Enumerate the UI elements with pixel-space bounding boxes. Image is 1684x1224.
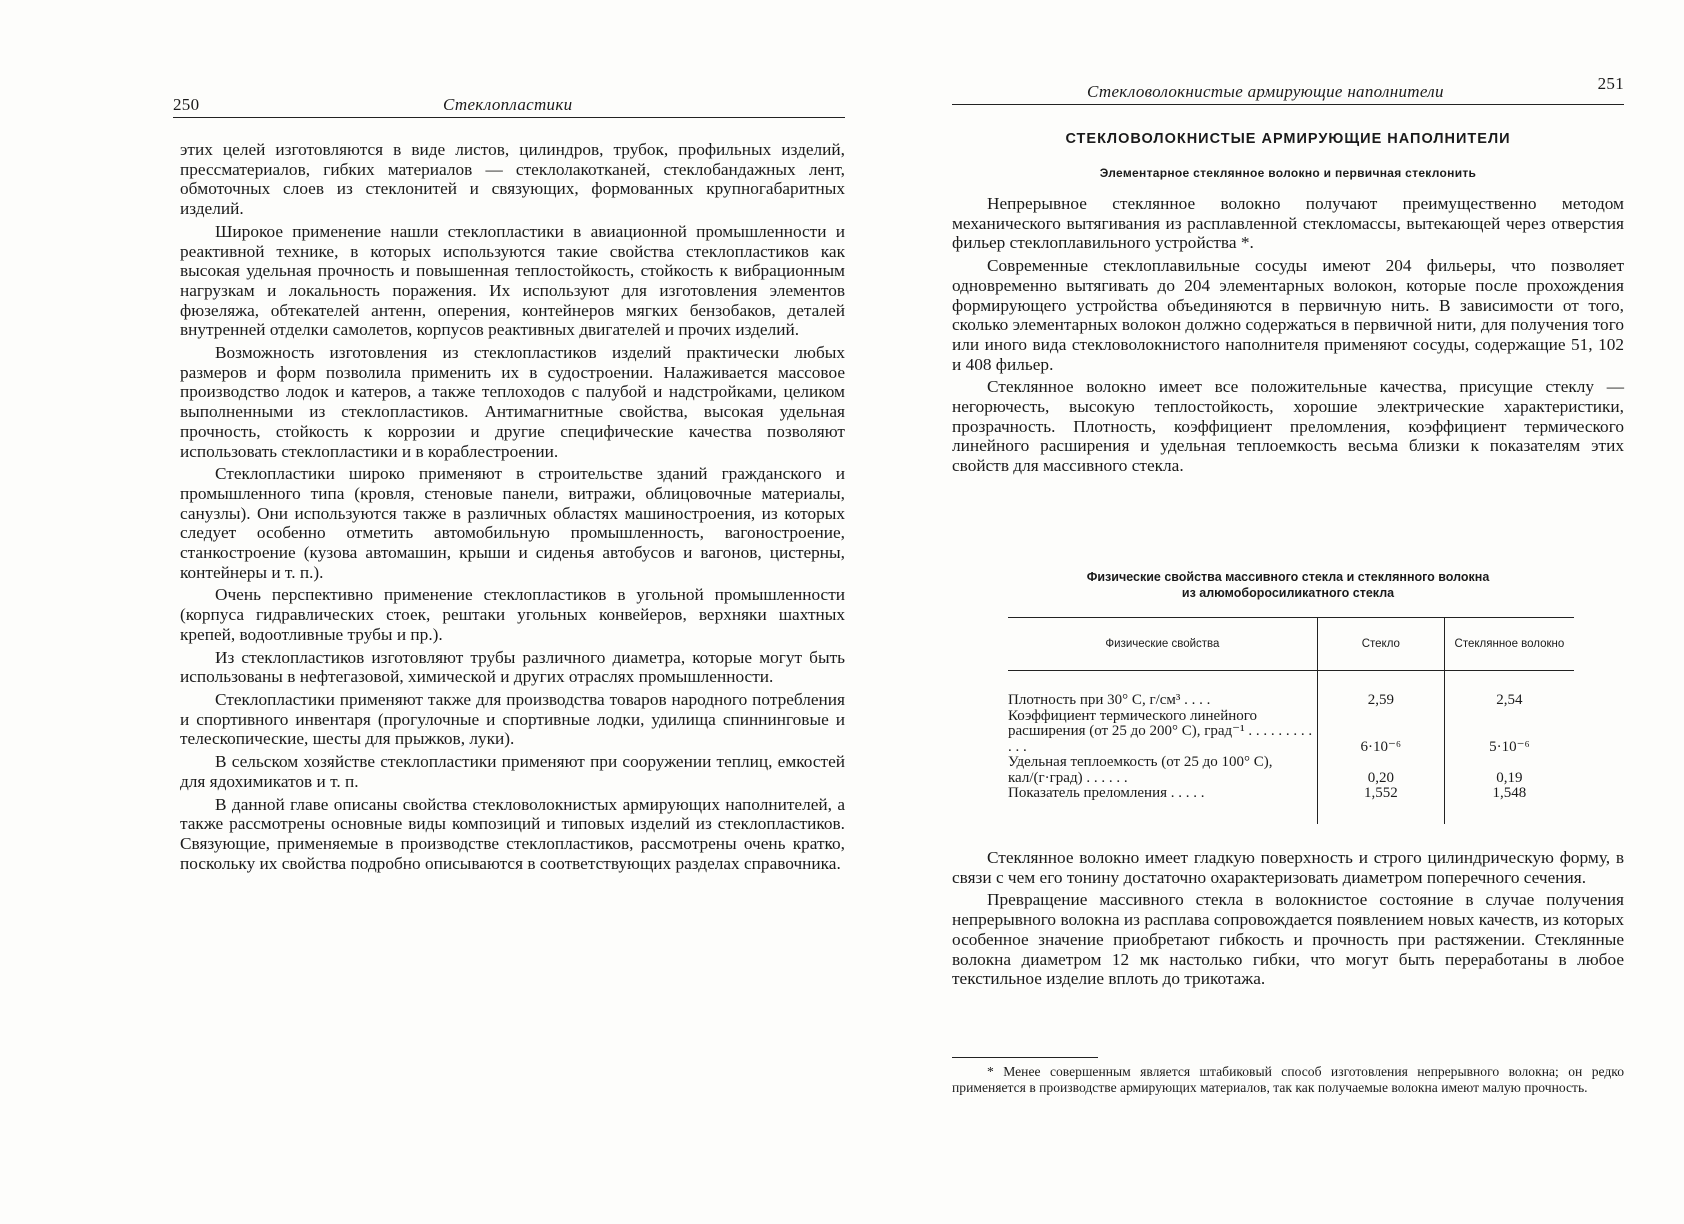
table-caption (952, 569, 1624, 601)
table-cell-property: Плотность при 30° С, г/см³ . . . . (1008, 692, 1211, 708)
paragraph: Стеклянное волокно имеет все положительные качества, присущие стеклу — негорючесть, высокую теплостойкость, хорошие электрические характеристики, прозрачность. Плотность, коэффициент преломления, коэффициент термического линейного расширения и удельная теплоемкость весьма близки к показателям этих свойств для массивного стекла. (952, 377, 1624, 476)
table-cell-glass: 6·10⁻⁶ (1317, 709, 1444, 756)
paragraph: В данной главе описаны свойства стекловолокнистых армирующих наполнителей, а также рассмотрены основные виды композиций и типовых изделий из стеклопластиков. Связующие, применяемые в производстве стеклопластиков, рассмотрены очень кратко, поскольку их свойства подробно описываются в соответствующих разделах справочника. (180, 794, 845, 873)
column-header-fiber: Стеклянное волокно (1444, 618, 1574, 671)
paragraph: этих целей изготовляются в виде листов, цилиндров, трубок, профильных изделий, прессматериалов, гибких материалов — стеклолакотканей, стеклобандажных лент, обмоточных слоев из стеклонитей и связующих, формованных крупногабаритных изделий. (180, 140, 845, 219)
table-cell-property: Удельная теплоемкость (от 25 до 100° С), кал/(г·град) . . . . . . (1008, 754, 1273, 786)
paragraph: Стеклопластики широко применяют в строительстве зданий гражданского и промышленного типа (кровля, стеновые панели, витражи, облицовочные материалы, санузлы). Они используются также в различных областях машиностроения, из которых следует особенно отметить автомобильную промышленность, вагоностроение, станкостроение (кузова автомашин, крыши и сиденья автобусов и вагонов, цистерны, контейнеры и т. п.). (180, 464, 845, 582)
paragraph: Очень перспективно применение стеклопластиков в угольной промышленности (корпуса гидравлических стоек, рештаки угольных конвейеров, верхняки шахтных крепей, водоотливные трубы и пр.). (180, 585, 845, 644)
running-title-left: Стеклопластики (443, 95, 573, 114)
paragraph: Стеклопластики применяют также для производства товаров народного потребления и спортивного инвентаря (прогулочные и спортивные лодки, удилища спиннинговые и телескопические, шесты для прыжков, луки). (180, 689, 845, 749)
table-caption-line-2: из алюмоборосиликатного стекла (1181, 586, 1395, 600)
section-title: СТЕКЛОВОЛОКНИСТЫЕ АРМИРУЮЩИЕ НАПОЛНИТЕЛИ (1065, 131, 1511, 147)
footnote: * Менее совершенным является штабиковый способ изготовления непрерывного волокна; он редко применяется в производстве армирующих материалов, так как получаемые волокна имеют малую прочность. (952, 1064, 1624, 1096)
running-head-left (173, 95, 845, 118)
page-number-left: 250 (173, 95, 200, 114)
properties-table (1008, 617, 1574, 824)
right-page (842, 0, 1684, 1224)
table-header-row (1008, 618, 1574, 671)
table-cell-glass: 0,20 (1317, 755, 1444, 786)
column-header-property: Физические свойства (1008, 618, 1317, 671)
running-head-right (952, 74, 1624, 105)
left-text-column (180, 140, 845, 876)
table-cell-fiber: 1,548 (1444, 786, 1574, 824)
table-cell-property: Показатель преломления . . . . . (1008, 785, 1205, 801)
subsection-title: Элементарное стеклянное волокно и первичная стеклонить (1099, 166, 1477, 180)
page-number-right: 251 (1597, 74, 1624, 93)
paragraph: Широкое применение нашли стеклопластики в авиационной промышленности и реактивной технике, в которых используются такие свойства стеклопластиков как высокая удельная прочность и повышенная теплостойкость, стойкость к вибрационным нагрузкам и локальность поражения. Их используют для изготовления элементов фюзеляжа, обтекателей антенн, оперения, контейнеров мягких бензобаков, деталей внутренней отделки самолетов, корпусов реактивных двигателей и прочих изделий. (180, 221, 845, 340)
table-cell-fiber: 5·10⁻⁶ (1444, 709, 1574, 756)
footnote-divider (952, 1057, 1098, 1058)
paragraph: Превращение массивного стекла в волокнистое состояние в случае получения непрерывного волокна из расплава сопровождается появлением новых качеств, из которых особенное значение приобретают гибкость и прочность при растяжении. Стеклянные волокна диаметром 12 мк настолько гибки, что могут быть переработаны в любое текстильное изделие вплоть до трикотажа. (952, 890, 1624, 989)
table-cell-glass: 2,59 (1317, 671, 1444, 709)
table-caption-line-1: Физические свойства массивного стекла и стеклянного волокна (1086, 570, 1490, 584)
paragraph: Стеклянное волокно имеет гладкую поверхность и строго цилиндрическую форму, в связи с чем его тонину достаточно охарактеризовать диаметром поперечного сечения. (952, 848, 1624, 887)
table-row (1008, 671, 1574, 709)
table-row (1008, 786, 1574, 824)
right-text-column-top (952, 194, 1624, 479)
table-row (1008, 709, 1574, 756)
paragraph: Непрерывное стеклянное волокно получают преимущественно методом механического вытягивания из расплавленной стекломассы, вытекающей через отверстия фильер стеклоплавильного устройства *. (952, 194, 1624, 253)
table-cell-glass: 1,552 (1317, 786, 1444, 824)
running-title-right: Стекловолокнистые армирующие наполнители (1087, 82, 1444, 101)
right-text-column-bottom (952, 848, 1624, 992)
table-cell-fiber: 0,19 (1444, 755, 1574, 786)
table-cell-fiber: 2,54 (1444, 671, 1574, 709)
paragraph: Возможность изготовления из стеклопластиков изделий практически любых размеров и форм позволила применить их в судостроении. Налаживается массовое производство лодок и катеров, а также теплоходов с палубой и надстройками, целиком выполненными из стеклопластиков. Антимагнитные свойства, высокая удельная прочность, стойкость к коррозии и другие специфические качества позволяют использовать стеклопластики и в кораблестроении. (180, 343, 845, 461)
paragraph: Из стеклопластиков изготовляют трубы различного диаметра, которые могут быть использованы в нефтегазовой, химической и других отраслях промышленности. (180, 647, 845, 687)
paragraph: В сельском хозяйстве стеклопластики применяют при сооружении теплиц, емкостей для ядохимикатов и т. п. (180, 752, 845, 791)
table-cell-property: Коэффициент термического линейного расширения (от 25 до 200° С), град⁻¹ . . . . . . . . . . . . (1008, 707, 1313, 755)
paragraph: Современные стеклоплавильные сосуды имеют 204 фильеры, что позволяет одновременно вытягивать до 204 элементарных волокон, которые после прохождения формирующего устройства объединяются в первичную нить. В зависимости от того, сколько элементарных волокон должно содержаться в первичной нити, для получения того или иного вида стекловолокнистого наполнителя применяют сосуды, содержащие 51, 102 и 408 фильер. (952, 256, 1624, 374)
column-header-glass: Стекло (1317, 618, 1444, 671)
table-row (1008, 755, 1574, 786)
